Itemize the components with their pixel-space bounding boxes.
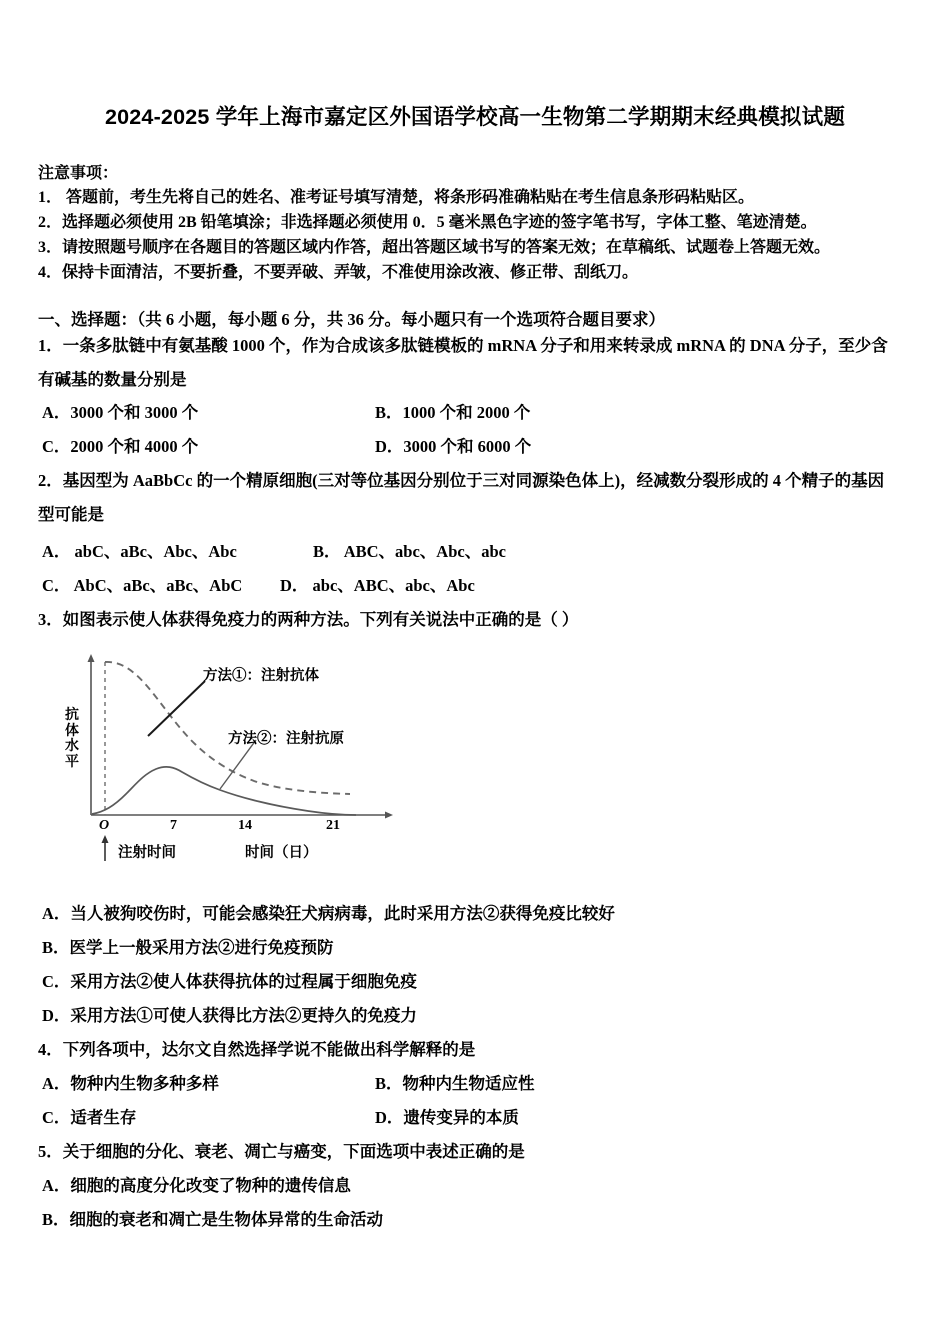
question-2-stem-line-1: 2．基因型为 AaBbCc 的一个精原细胞(三对等位基因分别位于三对同源染色体上)，经减数分裂形成的 4 个精子的基因 xyxy=(38,471,885,490)
chart-x-axis-arrow xyxy=(385,812,393,819)
question-1-stem-line-2: 有碱基的数量分别是 xyxy=(38,370,187,389)
question-3-option-b[interactable]: B．医学上一般采用方法②进行免疫预防 xyxy=(42,938,334,957)
chart-annotation-method2: 方法②：注射抗原 xyxy=(228,731,344,747)
question-3-option-d[interactable]: D．采用方法①可使人获得比方法②更持久的免疫力 xyxy=(42,1006,417,1025)
chart-series-method2-curve xyxy=(92,767,356,815)
question-4-option-b[interactable]: B．物种内生物适应性 xyxy=(375,1074,535,1093)
question-2-option-a[interactable]: A． abC、aBc、Abc、Abc xyxy=(42,542,237,561)
notice-item-4: 4．保持卡面清洁，不要折叠，不要弄破、弄皱，不准使用涂改液、修正带、刮纸刀。 xyxy=(38,264,639,281)
question-4-stem-line-1: 4．下列各项中，达尔文自然选择学说不能做出科学解释的是 xyxy=(38,1040,476,1059)
chart-y-axis-label: 抗体水平 xyxy=(65,708,79,771)
question-5-option-a[interactable]: A．细胞的高度分化改变了物种的遗传信息 xyxy=(42,1176,351,1195)
chart-x-tick-21: 21 xyxy=(326,818,340,833)
question-1-option-a[interactable]: A．3000 个和 3000 个 xyxy=(42,403,199,422)
question-4-option-a[interactable]: A．物种内生物多种多样 xyxy=(42,1074,219,1093)
notice-item-3: 3．请按照题号顺序在各题目的答题区域内作答，超出答题区域书写的答案无效；在草稿纸、试题卷上答题无效。 xyxy=(38,239,831,256)
question-1-option-b[interactable]: B．1000 个和 2000 个 xyxy=(375,403,531,422)
question-4-option-c[interactable]: C．适者生存 xyxy=(42,1108,137,1127)
question-3-option-a[interactable]: A．当人被狗咬伤时，可能会感染狂犬病病毒，此时采用方法②获得免疫比较好 xyxy=(42,904,615,923)
question-1-option-c[interactable]: C．2000 个和 4000 个 xyxy=(42,437,199,456)
notice-item-1: 1． 答题前，考生先将自己的姓名、准考证号填写清楚，将条形码准确粘贴在考生信息条形码粘贴区。 xyxy=(38,189,755,206)
chart-annotation-method1: 方法①：注射抗体 xyxy=(203,668,319,684)
chart-x-tick-14: 14 xyxy=(238,818,252,833)
question-2-stem-line-2: 型可能是 xyxy=(38,505,104,524)
notice-heading: 注意事项： xyxy=(38,165,119,182)
section-heading-choice: 一、选择题：（共 6 小题，每小题 6 分，共 36 分。每小题只有一个选项符合题目要求） xyxy=(38,310,665,329)
question-3-stem-line-1: 3．如图表示使人体获得免疫力的两种方法。下列有关说法中正确的是（ ） xyxy=(38,610,579,629)
chart-y-axis-arrow xyxy=(88,654,95,662)
chart-x-tick-7: 7 xyxy=(170,818,177,833)
question-4-option-d[interactable]: D．遗传变异的本质 xyxy=(375,1108,519,1127)
question-5-option-b[interactable]: B．细胞的衰老和凋亡是生物体异常的生命活动 xyxy=(42,1210,384,1229)
chart-callout-line-method1 xyxy=(148,681,205,736)
chart-injection-arrow-head xyxy=(102,835,109,843)
question-2-option-d[interactable]: D． abc、ABC、abc、Abc xyxy=(280,576,475,595)
chart-x-axis-label: 时间（日） xyxy=(245,845,318,861)
question-1-stem-line-1: 1．一条多肽链中有氨基酸 1000 个，作为合成该多肽链模板的 mRNA 分子和用来转录成 mRNA 的 DNA 分子，至少含 xyxy=(38,336,888,355)
chart-x-tick-0: O xyxy=(99,818,110,833)
question-5-stem-line-1: 5．关于细胞的分化、衰老、凋亡与癌变，下面选项中表述正确的是 xyxy=(38,1142,525,1161)
question-2-option-b[interactable]: B． ABC、abc、Abc、abc xyxy=(313,542,506,561)
page-title: 2024-2025 学年上海市嘉定区外国语学校高一生物第二学期期末经典模拟试题 xyxy=(104,105,846,129)
chart-injection-time-label: 注射时间 xyxy=(118,845,176,861)
question-2-option-c[interactable]: C． AbC、aBc、aBc、AbC xyxy=(42,576,243,595)
notice-item-2: 2．选择题必须使用 2B 铅笔填涂；非选择题必须使用 0．5 毫米黑色字迹的签字笔书写，字体工整、笔迹清楚。 xyxy=(38,214,817,231)
question-1-option-d[interactable]: D．3000 个和 6000 个 xyxy=(375,437,532,456)
question-3-option-c[interactable]: C．采用方法②使人体获得抗体的过程属于细胞免疫 xyxy=(42,972,417,991)
